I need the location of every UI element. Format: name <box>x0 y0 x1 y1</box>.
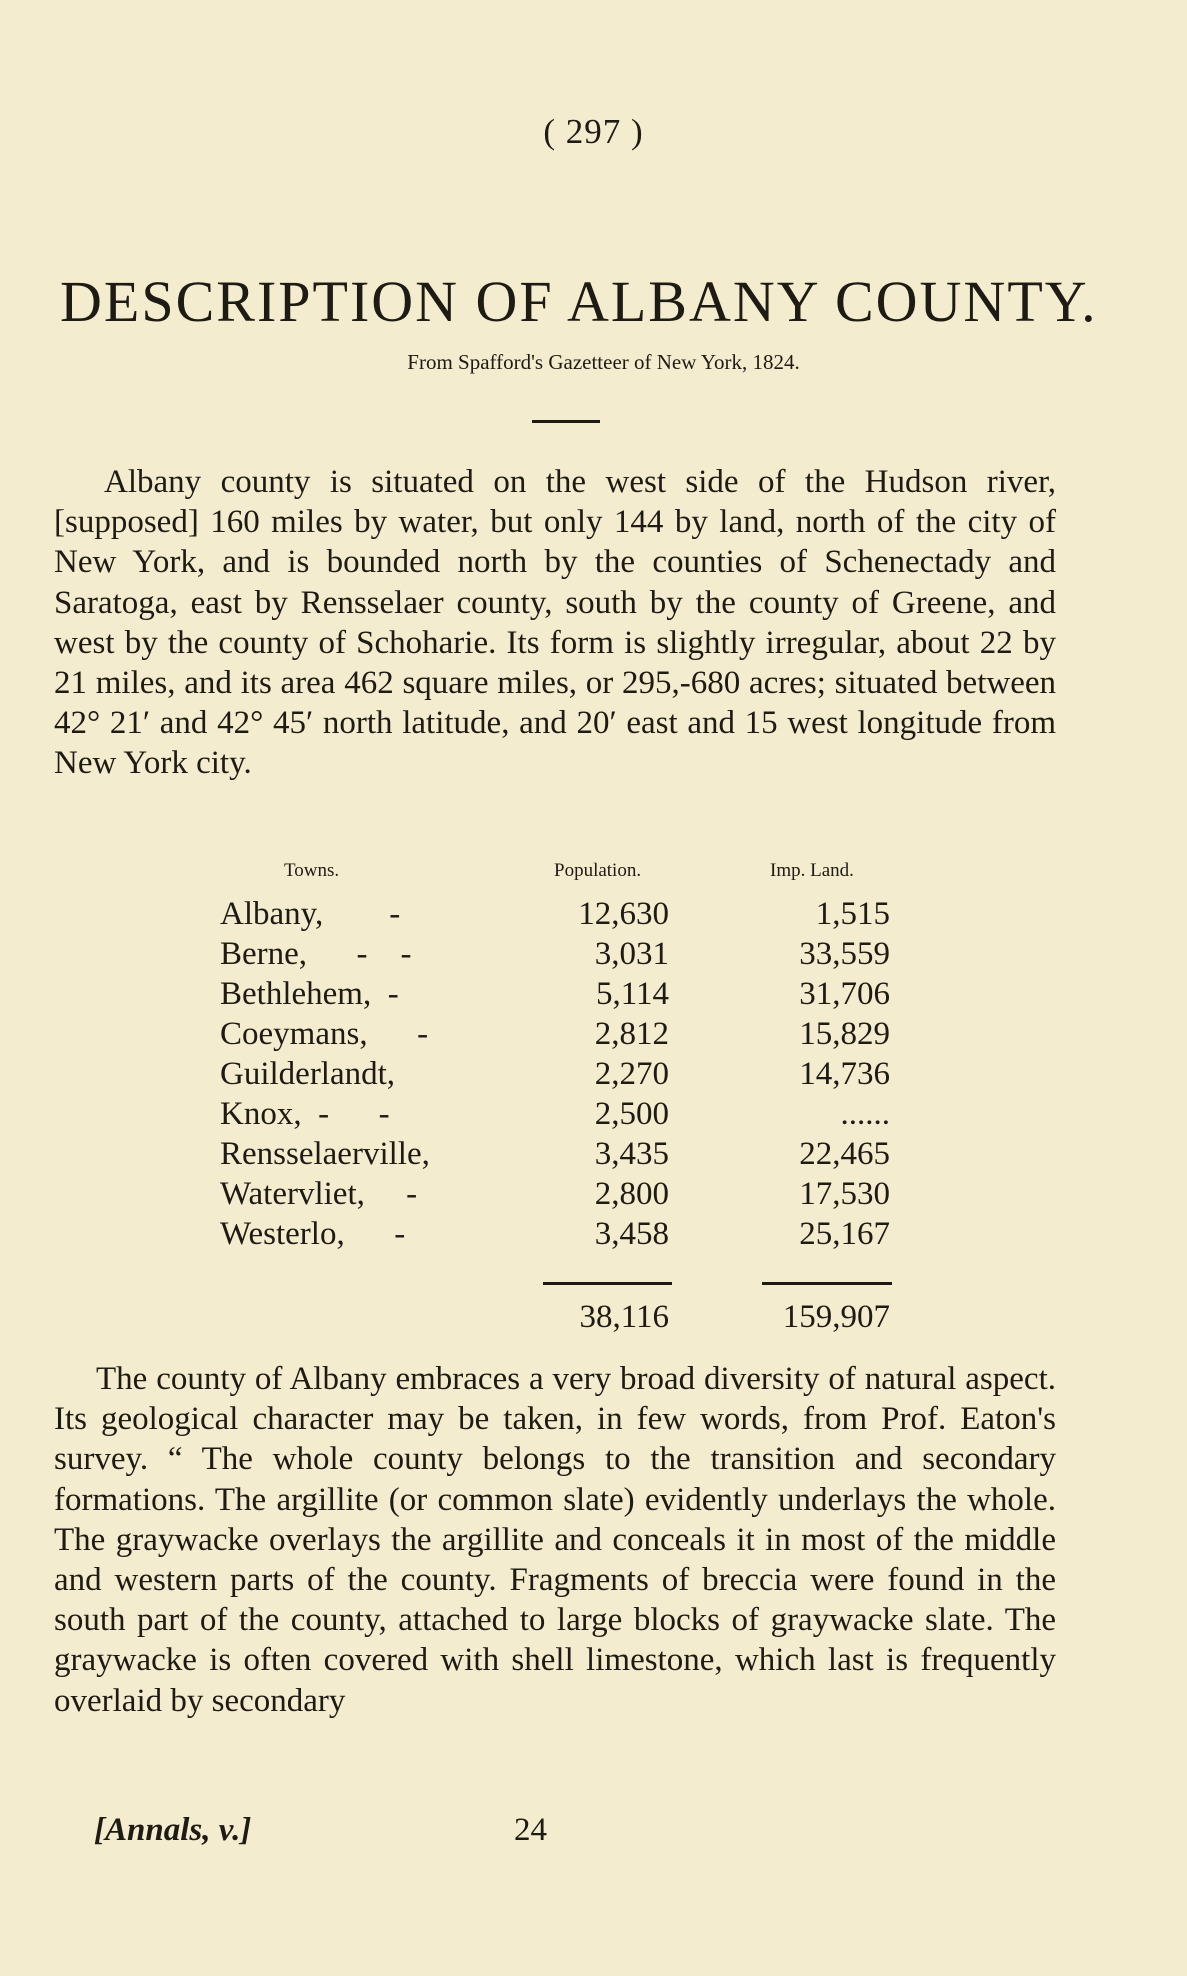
title-divider <box>532 420 600 423</box>
town-name: Berne, - - <box>220 936 412 972</box>
total-population: 38,116 <box>579 1299 669 1335</box>
town-improved-land: 33,559 <box>799 936 890 972</box>
town-name: Coeymans, - <box>220 1016 429 1052</box>
land-sum-rule <box>762 1282 892 1285</box>
table-row <box>0 1216 1187 1256</box>
geology-paragraph: The county of Albany embraces a very broad diversity of natural aspect. Its geological character may be taken, in few words, from Prof. Eaton's survey. “ The whole county belongs to the transition and secondary formations. The argillite (or common slate) evidently underlays the whole. The graywacke overlays the argillite and conceals it in most of the middle and western parts of the county. Fragments of breccia were found in the south part of the county, attached to large blocks of graywacke slate. The graywacke is often covered with shell limestone, which last is frequently overlaid by secondary <box>54 1361 1056 1719</box>
total-improved-land: 159,907 <box>782 1299 890 1335</box>
signature-number: 24 <box>514 1812 547 1848</box>
town-name: Rensselaerville, <box>220 1136 430 1172</box>
town-name: Westerlo, - <box>220 1216 406 1252</box>
table-row <box>0 1136 1187 1176</box>
town-improved-land: 22,465 <box>799 1136 890 1172</box>
town-improved-land: 17,530 <box>799 1176 890 1212</box>
town-population: 2,270 <box>594 1056 669 1092</box>
intro-paragraph: Albany county is situated on the west side of the Hudson river, [supposed] 160 miles by water, but only 144 by land, north of the city of New York, and is bounded north by the counties of Schenectady and Saratoga, east by Rensselaer county, south by the county of Greene, and west by the county of Schoharie. Its form is slightly irregular, about 22 by 21 miles, and its area 462 square miles, or 295,-680 acres; situated between 42° 21′ and 42° 45′ north latitude, and 20′ east and 15 west longitude from New York city. <box>54 464 1056 782</box>
town-name: Bethlehem, - <box>220 976 399 1012</box>
source-citation: From Spafford's Gazetteer of New York, 1824. <box>407 350 800 374</box>
town-population: 5,114 <box>595 976 669 1012</box>
page-title: DESCRIPTION OF ALBANY COUNTY. <box>60 269 1098 334</box>
header-improved-land: Imp. Land. <box>770 860 854 881</box>
town-population: 2,500 <box>594 1096 669 1132</box>
header-towns: Towns. <box>284 860 340 881</box>
table-row <box>0 1016 1187 1056</box>
town-improved-land: 31,706 <box>799 976 890 1012</box>
town-population: 2,800 <box>594 1176 669 1212</box>
totals-row <box>0 1299 1187 1339</box>
town-name: Guilderlandt, <box>220 1056 396 1092</box>
town-improved-land: 15,829 <box>799 1016 890 1052</box>
town-name: Albany, - <box>220 896 401 932</box>
table-row <box>0 976 1187 1016</box>
town-improved-land: 25,167 <box>799 1216 890 1252</box>
table-row <box>0 1176 1187 1216</box>
page-footer <box>0 1812 1187 1852</box>
town-population: 2,812 <box>594 1016 669 1052</box>
town-name: Watervliet, - <box>220 1176 418 1212</box>
table-row <box>0 896 1187 936</box>
town-name: Knox, - - <box>220 1096 390 1132</box>
table-row <box>0 1096 1187 1136</box>
table-row <box>0 1056 1187 1096</box>
town-improved-land: 1,515 <box>815 896 890 932</box>
town-population: 3,458 <box>594 1216 669 1252</box>
town-population: 12,630 <box>578 896 669 932</box>
town-population: 3,435 <box>594 1136 669 1172</box>
population-sum-rule <box>543 1282 672 1285</box>
town-improved-land: 14,736 <box>799 1056 890 1092</box>
table-row <box>0 936 1187 976</box>
town-population: 3,031 <box>594 936 669 972</box>
town-improved-land: ...... <box>840 1096 890 1132</box>
signature-mark: [Annals, v.] <box>94 1812 252 1848</box>
page-number: ( 297 ) <box>543 112 644 151</box>
header-population: Population. <box>554 860 642 881</box>
